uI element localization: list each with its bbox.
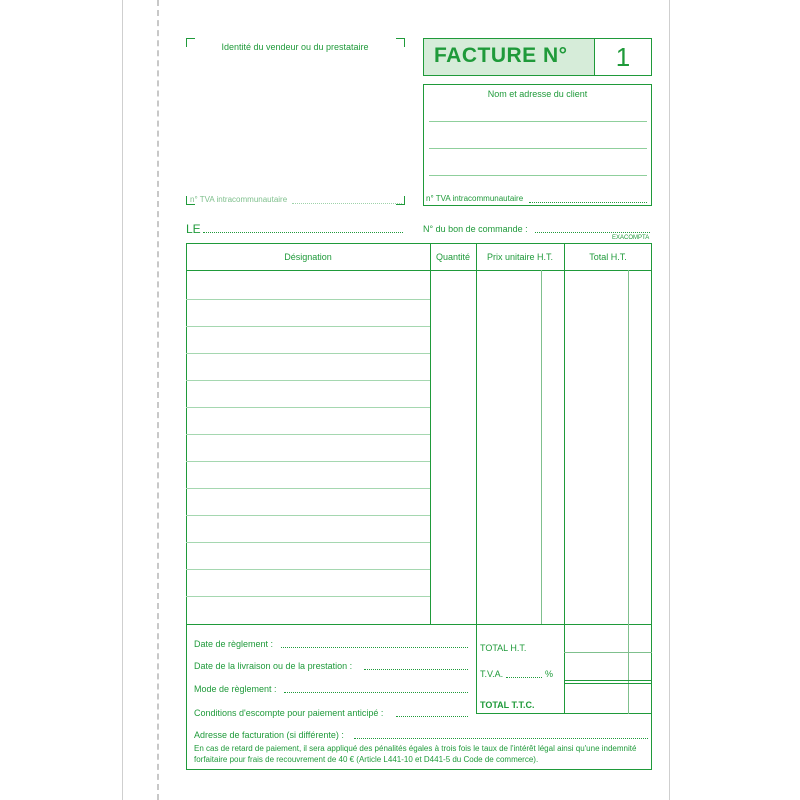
seller-vat-label: n° TVA intracommunautaire	[190, 195, 288, 204]
table-row[interactable]	[186, 434, 430, 435]
totals-left-divider	[476, 624, 477, 714]
client-line-2[interactable]	[429, 148, 647, 149]
totals-row-line-1	[564, 652, 652, 653]
date-line[interactable]	[203, 232, 403, 233]
invoice-title: FACTURE N°	[434, 44, 568, 67]
header-unit-price: Prix unitaire H.T.	[486, 252, 554, 262]
client-title: Nom et adresse du client	[487, 89, 588, 99]
table-header-divider	[186, 270, 652, 271]
perforation-line	[157, 0, 159, 800]
date-label: LE	[186, 222, 201, 236]
table-row[interactable]	[186, 299, 430, 300]
payment-date-line[interactable]	[281, 647, 468, 648]
order-label: N° du bon de commande :	[423, 224, 528, 234]
invoice-number: 1	[615, 42, 631, 72]
col-divider-1	[430, 243, 431, 625]
billing-address-label: Adresse de facturation (si différente) :	[194, 730, 344, 740]
table-row[interactable]	[186, 569, 430, 570]
totals-mid-divider	[564, 624, 565, 714]
client-vat-label: n° TVA intracommunautaire	[426, 194, 524, 203]
tva-rate-line[interactable]	[506, 677, 542, 678]
table-row[interactable]	[186, 488, 430, 489]
table-row[interactable]	[186, 515, 430, 516]
delivery-date-line[interactable]	[364, 669, 468, 670]
payment-mode-line[interactable]	[284, 692, 468, 693]
client-line-3[interactable]	[429, 175, 647, 176]
table-row[interactable]	[186, 407, 430, 408]
table-row[interactable]	[186, 353, 430, 354]
total-ht-label: TOTAL H.T.	[480, 643, 527, 653]
discount-line[interactable]	[396, 716, 468, 717]
client-vat-line[interactable]	[529, 202, 647, 203]
col-divider-3	[564, 243, 565, 625]
payment-date-label: Date de règlement :	[194, 639, 274, 649]
col-subdivider-2	[628, 270, 629, 625]
table-row[interactable]	[186, 326, 430, 327]
col-divider-2	[476, 243, 477, 625]
tva-label: T.V.A.	[480, 669, 504, 679]
legal-text: En cas de retard de paiement, il sera appliqué des pénalités égales à trois fois le taux de l'intérêt légal ainsi qu'une indemnité forfaitaire pour frais de recouvrement de 40 € (Article L441-10 et D441-5 du Code de commerce).	[194, 744, 637, 764]
totals-row-line-3	[564, 683, 652, 684]
seller-vat-line[interactable]	[292, 203, 402, 204]
payment-mode-label: Mode de règlement :	[194, 684, 277, 694]
header-total: Total H.T.	[589, 252, 627, 262]
tva-percent: %	[545, 669, 554, 679]
order-line[interactable]	[535, 232, 650, 233]
totals-row-line-2	[564, 680, 652, 681]
table-row[interactable]	[186, 461, 430, 462]
header-quantity: Quantité	[435, 252, 471, 262]
client-box	[423, 84, 652, 206]
col-subdivider-1	[541, 270, 542, 625]
total-ttc-label: TOTAL T.T.C.	[480, 700, 535, 710]
table-row[interactable]	[186, 596, 430, 597]
table-row[interactable]	[186, 380, 430, 381]
header-designation: Désignation	[284, 252, 332, 262]
seller-title: Identité du vendeur ou du prestataire	[221, 42, 369, 52]
totals-sub-divider	[628, 624, 629, 714]
discount-label: Conditions d'escompte pour paiement anticipé :	[194, 708, 384, 718]
delivery-date-label: Date de la livraison ou de la prestation :	[194, 661, 353, 671]
table-row[interactable]	[186, 542, 430, 543]
billing-address-line[interactable]	[354, 738, 648, 739]
client-line-1[interactable]	[429, 121, 647, 122]
brand-label: EXACOMPTA	[612, 235, 650, 241]
